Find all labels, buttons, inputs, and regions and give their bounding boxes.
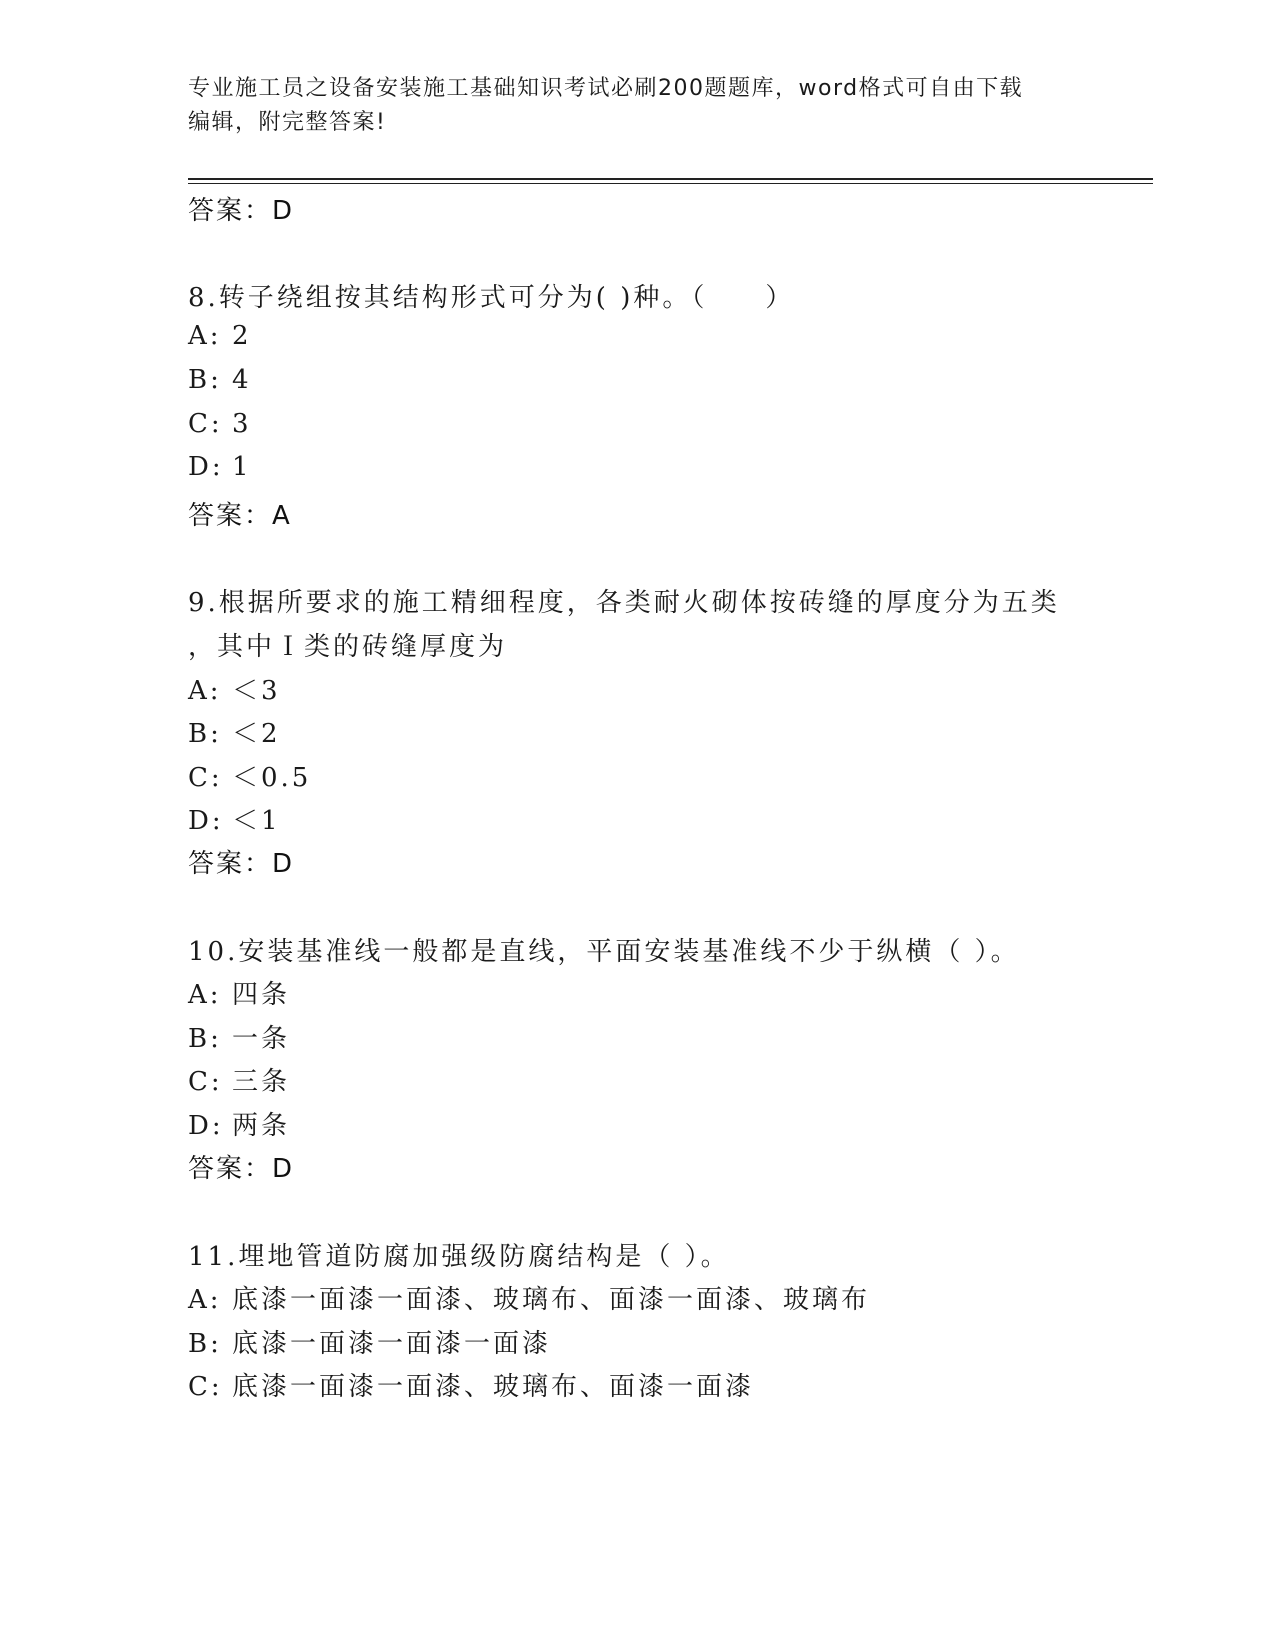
question-8-option-d: [188, 452, 252, 482]
option-letter: A:: [188, 1285, 222, 1315]
question-10-option-a: [188, 974, 290, 1011]
question-8-answer: 答案：A: [188, 501, 292, 531]
option-letter: B:: [188, 1024, 222, 1054]
question-9-stem-continued: ，其中Ｉ类的砖缝厚度为: [188, 632, 508, 662]
option-letter: C:: [188, 1067, 223, 1097]
option-text: 底漆一面漆一面漆、玻璃布、面漆一面漆: [232, 1372, 755, 1402]
header-title-line-2: 编辑，附完整答案!: [188, 110, 387, 135]
question-8-stem: 8.转子绕组按其结构形式可分为( )种。（ ）: [188, 283, 795, 313]
option-text: 三条: [232, 1067, 291, 1097]
question-8-option-b: [188, 365, 252, 395]
header-rule-thin: [188, 183, 1153, 184]
question-8-option-c: [188, 409, 252, 439]
question-10-option-d: [188, 1105, 290, 1142]
option-letter: C:: [188, 409, 223, 439]
option-text: ＜2: [232, 719, 281, 749]
question-10-option-c: [188, 1061, 290, 1098]
question-10-stem: 10.安装基准线一般都是直线，平面安装基准线不少于纵横（ ）。: [188, 937, 1020, 967]
option-letter: C:: [188, 763, 223, 793]
option-text: 4: [232, 365, 252, 395]
question-10-option-b: [188, 1018, 290, 1055]
option-letter: B:: [188, 719, 222, 749]
option-text: 2: [232, 321, 252, 351]
question-9-stem: 9.根据所要求的施工精细程度，各类耐火砌体按砖缝的厚度分为五类: [188, 588, 1060, 618]
header-title-line-1: 专业施工员之设备安装施工基础知识考试必刷200题题库，word格式可自由下载: [188, 76, 1024, 101]
option-letter: D:: [188, 1111, 224, 1141]
option-text: 两条: [232, 1111, 291, 1141]
option-text: 底漆一面漆一面漆、玻璃布、面漆一面漆、玻璃布: [232, 1285, 871, 1315]
option-text: 1: [232, 452, 252, 482]
header-rule-thick: [188, 178, 1153, 180]
question-11-stem: 11.埋地管道防腐加强级防腐结构是（ ）。: [188, 1242, 730, 1272]
option-text: ＜1: [232, 806, 281, 836]
option-text: 底漆一面漆一面漆一面漆: [232, 1329, 552, 1359]
option-text: ＜3: [232, 676, 281, 706]
option-text: 四条: [232, 980, 291, 1010]
option-text: ＜0.5: [232, 763, 312, 793]
question-9-option-c: [188, 757, 311, 794]
option-letter: D:: [188, 806, 224, 836]
question-11-option-a: [188, 1279, 870, 1316]
option-letter: A:: [188, 676, 222, 706]
option-letter: A:: [188, 321, 222, 351]
document-header: [188, 72, 1088, 140]
question-9-option-b: [188, 713, 281, 750]
option-letter: B:: [188, 1329, 222, 1359]
question-10-answer: 答案：D: [188, 1154, 295, 1184]
previous-answer: 答案：D: [188, 196, 295, 226]
question-11-option-c: [188, 1366, 754, 1403]
option-letter: B:: [188, 365, 222, 395]
question-9-answer: 答案：D: [188, 849, 295, 879]
question-11-option-b: [188, 1323, 551, 1360]
option-text: 一条: [232, 1024, 291, 1054]
question-9-option-d: [188, 800, 281, 837]
question-9-option-a: [188, 670, 281, 707]
question-8-option-a: [188, 321, 252, 351]
option-letter: D:: [188, 452, 224, 482]
option-letter: C:: [188, 1372, 223, 1402]
option-letter: A:: [188, 980, 222, 1010]
option-text: 3: [232, 409, 252, 439]
